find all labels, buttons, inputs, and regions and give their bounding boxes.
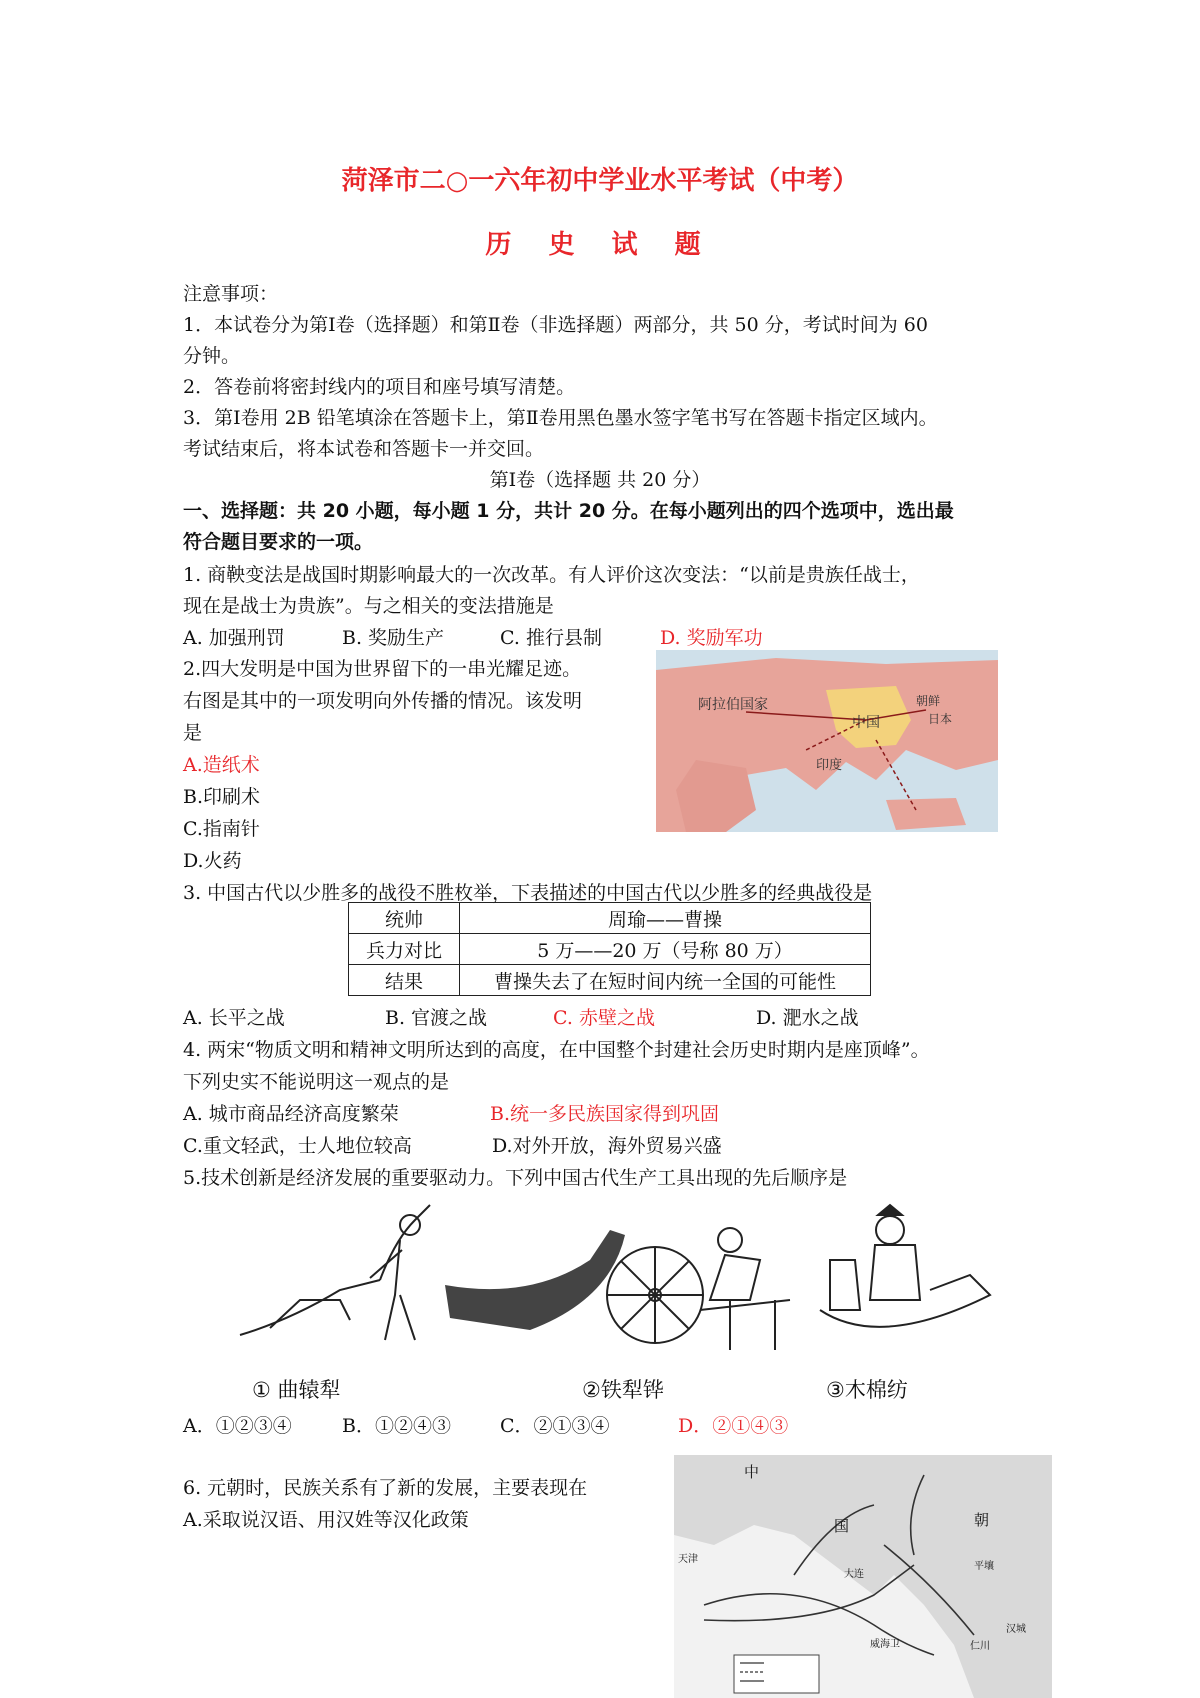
table-row: [349, 965, 871, 996]
world-map-graphic: [656, 650, 998, 832]
q4-option-a: A. 城市商品经济高度繁荣: [183, 1103, 399, 1125]
notes-heading: 注意事项：: [183, 283, 279, 305]
q4-stem-a: 4. 两宋“物质文明和精神文明所达到的高度，在中国整个封建社会历史时期内是座顶峰”。: [183, 1039, 930, 1061]
exam-subtitle: 历 史 试 题: [485, 230, 715, 260]
q5-option-b: B．①②④③: [342, 1415, 451, 1437]
map-label-korea: 朝鲜: [916, 694, 941, 708]
table-row: [349, 934, 871, 965]
q1-stem-b: 现在是战士为贵族”。与之相关的变法措施是: [183, 595, 554, 617]
q3-stem: 3. 中国古代以少胜多的战役不胜枚举，下表描述的中国古代以少胜多的经典战役是: [183, 882, 873, 904]
tool-caption-3: ③木棉纺: [826, 1378, 908, 1402]
map2-label-tianjin: 天津: [678, 1554, 698, 1565]
map-label-india: 印度: [816, 758, 843, 773]
map-label-china: 中国: [852, 715, 880, 731]
map2-label-renchuan: 仁川: [970, 1641, 990, 1652]
table-cell-value: 曹操失去了在短时间内统一全国的可能性: [460, 965, 871, 996]
spinning-wheel-illustration: [607, 1228, 790, 1350]
table-cell-label: 兵力对比: [349, 934, 460, 965]
map2-label-hancheng: 汉城: [1006, 1624, 1026, 1635]
table-cell-label: 结果: [349, 965, 460, 996]
cotton-spinning-illustration: [820, 1205, 990, 1327]
tool-caption-2: ②铁犁铧: [582, 1378, 664, 1402]
curved-plow-illustration: [240, 1205, 430, 1340]
q2-stem-a: 2.四大发明是中国为世界留下的一串光耀足迹。: [183, 658, 582, 680]
notes-item-1a: 1．本试卷分为第Ⅰ卷（选择题）和第Ⅱ卷（非选择题）两部分，共 50 分，考试时间为 60: [183, 314, 928, 336]
war-route-map: [674, 1455, 1052, 1698]
q2-option-d: D.火药: [183, 850, 242, 872]
tools-illustration: [230, 1200, 1000, 1360]
map2-label-pingrang: 平壤: [974, 1561, 994, 1572]
notes-item-1b: 分钟。: [183, 345, 241, 367]
notes-item-3a: 3．第Ⅰ卷用 2B 铅笔填涂在答题卡上，第Ⅱ卷用黑色墨水签字笔书写在答题卡指定区域内。: [183, 407, 938, 429]
map2-label-chao: 朝: [974, 1511, 990, 1529]
q2-stem-b: 右图是其中的一项发明向外传播的情况。该发明: [183, 690, 583, 712]
q3-option-c-answer: C. 赤壁之战: [553, 1007, 655, 1029]
farming-tools-graphic: [230, 1200, 1000, 1360]
q1-option-c: C. 推行县制: [500, 627, 602, 649]
section-instruction-b: 符合题目要求的一项。: [183, 531, 374, 553]
notes-item-2: 2．答卷前将密封线内的项目和座号填写清楚。: [183, 376, 576, 398]
q3-option-d: D. 淝水之战: [756, 1007, 859, 1029]
map-label-japan: 日本: [928, 712, 953, 726]
table-cell-value: 周瑜——曹操: [460, 903, 871, 934]
table-cell-label: 统帅: [349, 903, 460, 934]
q5-option-a: A．①②③④: [183, 1415, 292, 1437]
q1-option-a: A. 加强刑罚: [183, 627, 285, 649]
q4-option-c: C.重文轻武，士人地位较高: [183, 1135, 412, 1157]
section-instruction-a: 一、选择题：共 20 小题，每小题 1 分，共计 20 分。在每小题列出的四个选项中，选出最: [183, 500, 954, 522]
papermaking-spread-map: [656, 650, 998, 832]
map2-label-zhong: 中: [744, 1463, 760, 1481]
battle-table: [348, 902, 871, 996]
q4-option-b-answer: B.统一多民族国家得到巩固: [490, 1103, 720, 1125]
q1-option-d-answer: D. 奖励军功: [660, 627, 763, 649]
q1-stem-a: 1. 商鞅变法是战国时期影响最大的一次改革。有人评价这次变法：“以前是贵族任战士，: [183, 564, 920, 586]
notes-item-3b: 考试结束后，将本试卷和答题卡一并交回。: [183, 438, 545, 460]
tool-caption-1: ① 曲辕犁: [252, 1378, 341, 1402]
map-label-arab: 阿拉伯国家: [698, 697, 768, 713]
q4-stem-b: 下列史实不能说明这一观点的是: [183, 1071, 450, 1093]
q6-option-a: A.采取说汉语、用汉姓等汉化政策: [183, 1509, 469, 1531]
iron-ploughshare-illustration: [445, 1230, 625, 1330]
q2-option-b: B.印刷术: [183, 786, 261, 808]
table-row: [349, 903, 871, 934]
q2-stem-c: 是: [183, 722, 203, 744]
q2-option-c: C.指南针: [183, 818, 260, 840]
map2-label-dalian: 大连: [844, 1569, 864, 1580]
map2-label-weihaiwei: 威海卫: [870, 1639, 900, 1650]
q5-option-c: C．②①③④: [500, 1415, 610, 1437]
map2-label-guo: 国: [834, 1517, 850, 1535]
q2-option-a-answer: A.造纸术: [183, 754, 260, 776]
q3-option-b: B. 官渡之战: [385, 1007, 488, 1029]
q6-stem: 6. 元朝时，民族关系有了新的发展，主要表现在: [183, 1477, 588, 1499]
q5-stem: 5.技术创新是经济发展的重要驱动力。下列中国古代生产工具出现的先后顺序是: [183, 1167, 848, 1189]
q5-option-d-answer: D．②①④③: [678, 1415, 789, 1437]
section-title: 第Ⅰ卷（选择题 共 20 分）: [489, 469, 711, 491]
q4-option-d: D.对外开放，海外贸易兴盛: [492, 1135, 722, 1157]
table-cell-value: 5 万——20 万（号称 80 万）: [460, 934, 871, 965]
q3-option-a: A. 长平之战: [183, 1007, 285, 1029]
exam-title: 菏泽市二○一六年初中学业水平考试（中考）: [341, 166, 859, 196]
q1-option-b: B. 奖励生产: [342, 627, 445, 649]
